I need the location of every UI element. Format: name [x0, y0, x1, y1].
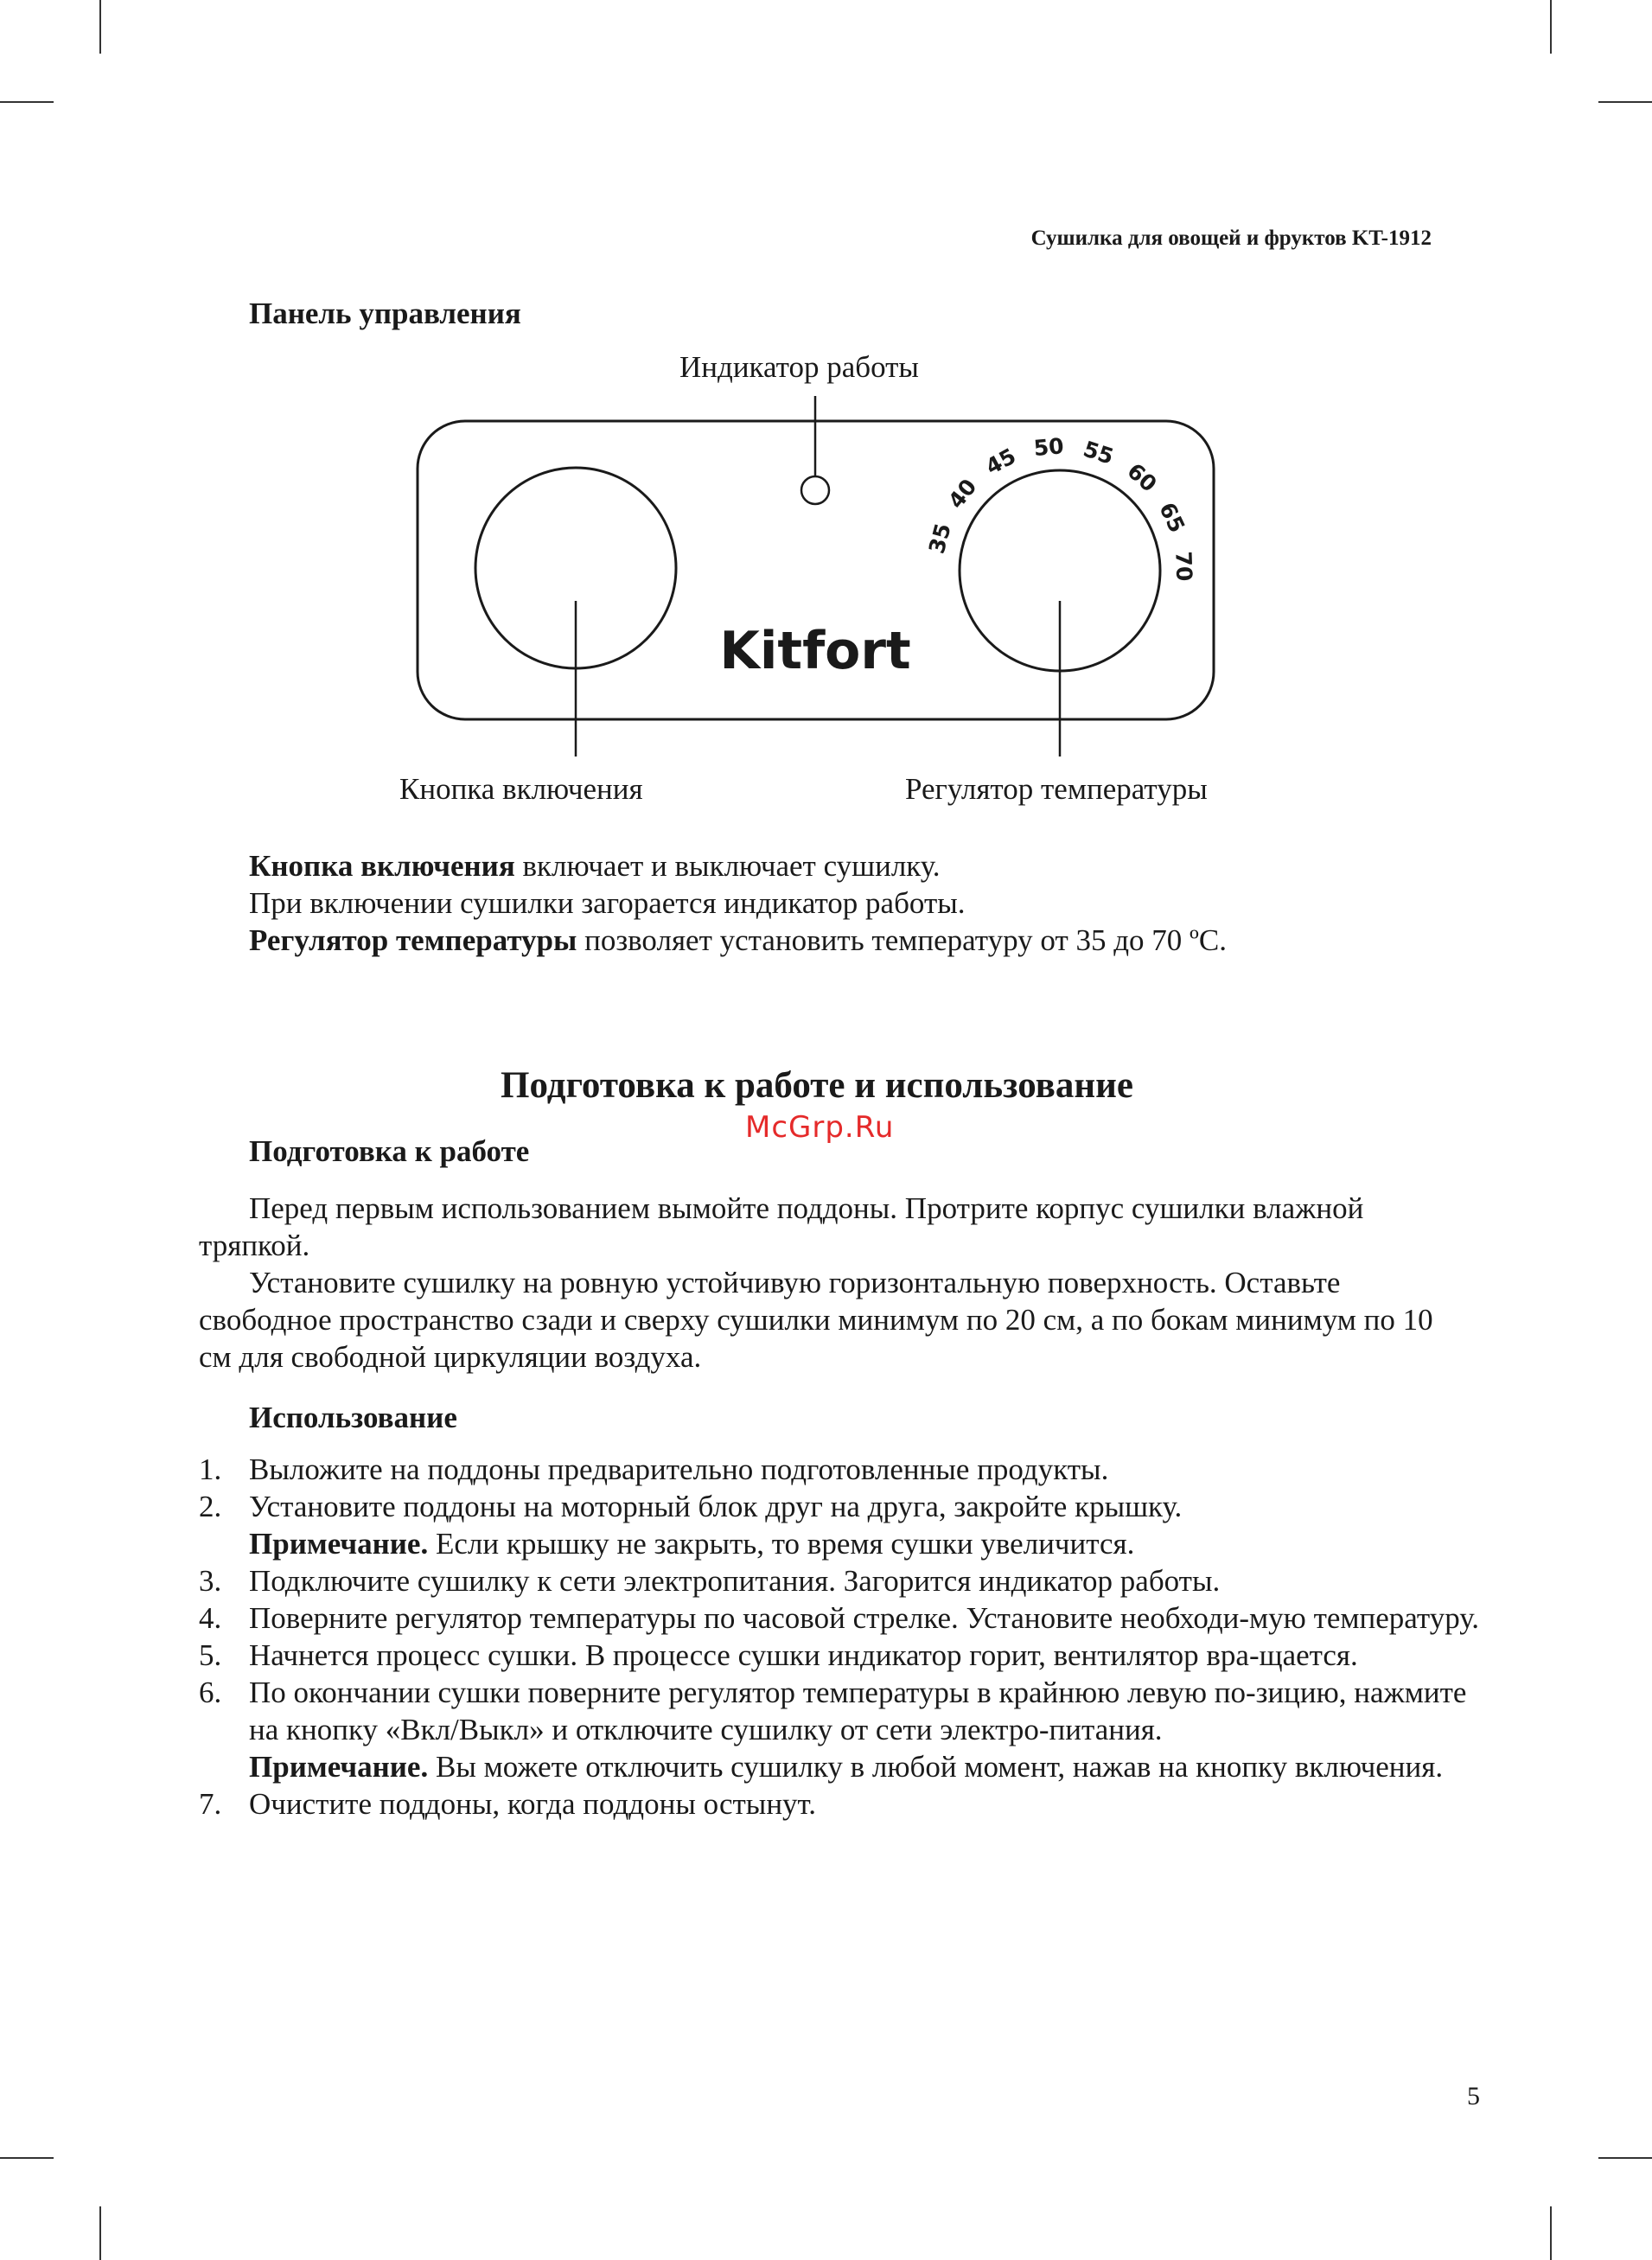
list-item: 7. Очистите поддоны, когда поддоны остынут.: [199, 1787, 816, 1821]
prep-text: [199, 1190, 1461, 1376]
indicator-light: [801, 476, 829, 504]
temperature-scale: [924, 433, 1197, 582]
scale-mark: 35: [923, 520, 956, 557]
power-button-label: Кнопка включения: [399, 772, 643, 806]
brand-logo: Kitfort: [719, 621, 911, 681]
prep-heading: Подготовка к работе: [249, 1134, 530, 1168]
prep-paragraph-2: Установите сушилку на ровную устойчивую горизонтальную поверхность. Оставьте свободное пространство сзади и сверху сушилки минимум по 20 см, а по бокам минимум по 10 см для свободной циркуляции воздуха.: [199, 1266, 1433, 1374]
scale-mark: 50: [1032, 433, 1065, 462]
list-item: 6. По окончании сушки поверните регулятор температуры в крайнюю левую по-зицию, нажмите на кнопку «Вкл/Выкл» и отключите сушилку от сети электро-питания. Примечание. Вы можете отключить сушилку в любой момент, нажав на кнопку включения.: [249, 1674, 1485, 1785]
section-title: Подготовка к работе и использование: [501, 1065, 1133, 1106]
panel-description: [249, 847, 1511, 959]
power-button-term: Кнопка включения: [249, 849, 515, 883]
thermostat-label: Регулятор температуры: [905, 772, 1208, 806]
crop-mark: [1550, 2206, 1552, 2260]
prep-paragraph-1: Перед первым использованием вымойте поддоны. Протрите корпус сушилки влажной тряпкой.: [199, 1191, 1364, 1262]
thermostat-desc: позволяет установить температуру от 35 до 70 ºС.: [577, 923, 1227, 957]
usage-steps: [199, 1451, 1485, 1823]
scale-mark: 60: [1122, 457, 1162, 497]
running-header: Сушилка для овощей и фруктов KT-1912: [1030, 227, 1432, 250]
scale-mark: 65: [1154, 498, 1190, 537]
list-item: 3. Подключите сушилку к сети электропитания. Загорится индикатор работы.: [199, 1564, 1221, 1598]
page-number: 5: [1467, 2082, 1480, 2110]
crop-mark: [99, 2206, 101, 2260]
watermark: McGrp.Ru: [745, 1110, 895, 1145]
thermostat-term: Регулятор температуры: [249, 923, 577, 957]
list-item: 2. Установите поддоны на моторный блок друг на друга, закройте крышку. Примечание. Если крышку не закрыть, то время сушки увеличится.: [249, 1488, 1485, 1562]
scale-mark: 55: [1080, 436, 1117, 469]
indicator-desc: При включении сушилки загорается индикатор работы.: [249, 886, 966, 920]
list-item: 1. Выложите на поддоны предварительно подготовленные продукты.: [199, 1452, 1109, 1486]
use-heading: Использование: [249, 1401, 457, 1434]
control-panel-diagram: [0, 0, 1652, 778]
scale-mark: 40: [943, 474, 982, 514]
scale-mark: 45: [981, 443, 1020, 480]
list-item: 5. Начнется процесс сушки. В процессе сушки индикатор горит, вентилятор вра-щается.: [199, 1638, 1358, 1672]
power-button-desc: включает и выключает сушилку.: [514, 849, 941, 883]
note: Примечание. Вы можете отключить сушилку в любой момент, нажав на кнопку включения.: [249, 1750, 1444, 1784]
scale-mark: 70: [1170, 551, 1197, 582]
indicator-label: Индикатор работы: [679, 350, 919, 384]
control-panel-heading: Панель управления: [249, 297, 521, 330]
list-item: 4. Поверните регулятор температуры по часовой стрелке. Установите необходи-мую температуру.: [199, 1601, 1480, 1635]
note: Примечание. Если крышку не закрыть, то время сушки увеличится.: [249, 1527, 1135, 1561]
crop-mark: [0, 2157, 54, 2159]
crop-mark: [1598, 2157, 1652, 2159]
